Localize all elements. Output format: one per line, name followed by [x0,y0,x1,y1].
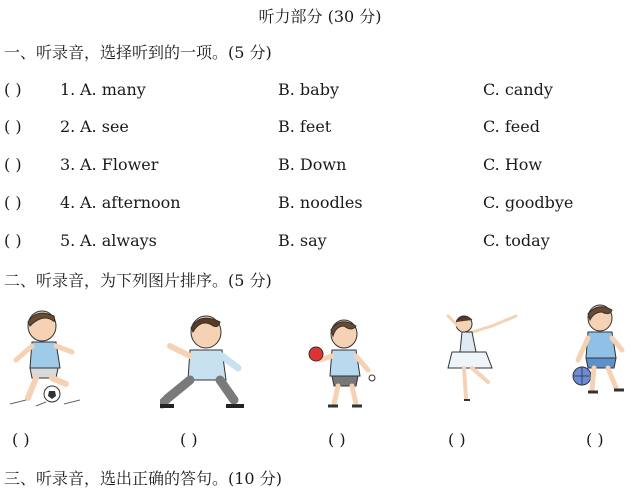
option-c-4: C. goodbye [483,193,574,212]
page-title: 听力部分 (30 分) [258,7,382,26]
girl-ballet-picture [442,312,522,404]
question-number-2: 2. [60,117,76,136]
picture-bracket-5[interactable]: ( ) [586,430,604,449]
answer-bracket-2[interactable]: ( ) [4,117,22,136]
picture-bracket-4[interactable]: ( ) [448,430,466,449]
boy-basketball-picture [570,302,636,398]
boy-kicking-football-picture [6,306,90,410]
picture-bracket-2[interactable]: ( ) [180,430,198,449]
answer-bracket-1[interactable]: ( ) [4,80,22,99]
question-number-3: 3. [60,155,76,174]
answer-bracket-5[interactable]: ( ) [4,231,22,250]
option-b-3: B. Down [278,155,347,174]
answer-bracket-3[interactable]: ( ) [4,155,22,174]
option-c-2: C. feed [483,117,540,136]
option-a-2: A. see [80,117,129,136]
picture-bracket-3[interactable]: ( ) [328,430,346,449]
option-c-3: C. How [483,155,543,174]
option-b-4: B. noodles [278,193,363,212]
section-1-heading: 一、听录音，选择听到的一项。(5 分) [4,43,272,62]
section-2-heading: 二、听录音，为下列图片排序。(5 分) [4,271,272,290]
question-number-4: 4. [60,193,76,212]
option-c-1: C. candy [483,80,553,99]
answer-bracket-4[interactable]: ( ) [4,193,22,212]
question-number-5: 5. [60,231,76,250]
boy-ping-pong-picture [308,314,382,410]
option-b-2: B. feet [278,117,332,136]
option-c-5: C. today [483,231,550,250]
question-number-1: 1. [60,80,76,99]
picture-bracket-1[interactable]: ( ) [12,430,30,449]
option-a-4: A. afternoon [80,193,181,212]
option-a-1: A. many [80,80,146,99]
option-b-5: B. say [278,231,327,250]
section-3-heading: 三、听录音，选出正确的答句。(10 分) [4,469,282,488]
option-b-1: B. baby [278,80,339,99]
boy-kung-fu-picture [160,310,246,410]
option-a-5: A. always [80,231,157,250]
option-a-3: A. Flower [80,155,159,174]
